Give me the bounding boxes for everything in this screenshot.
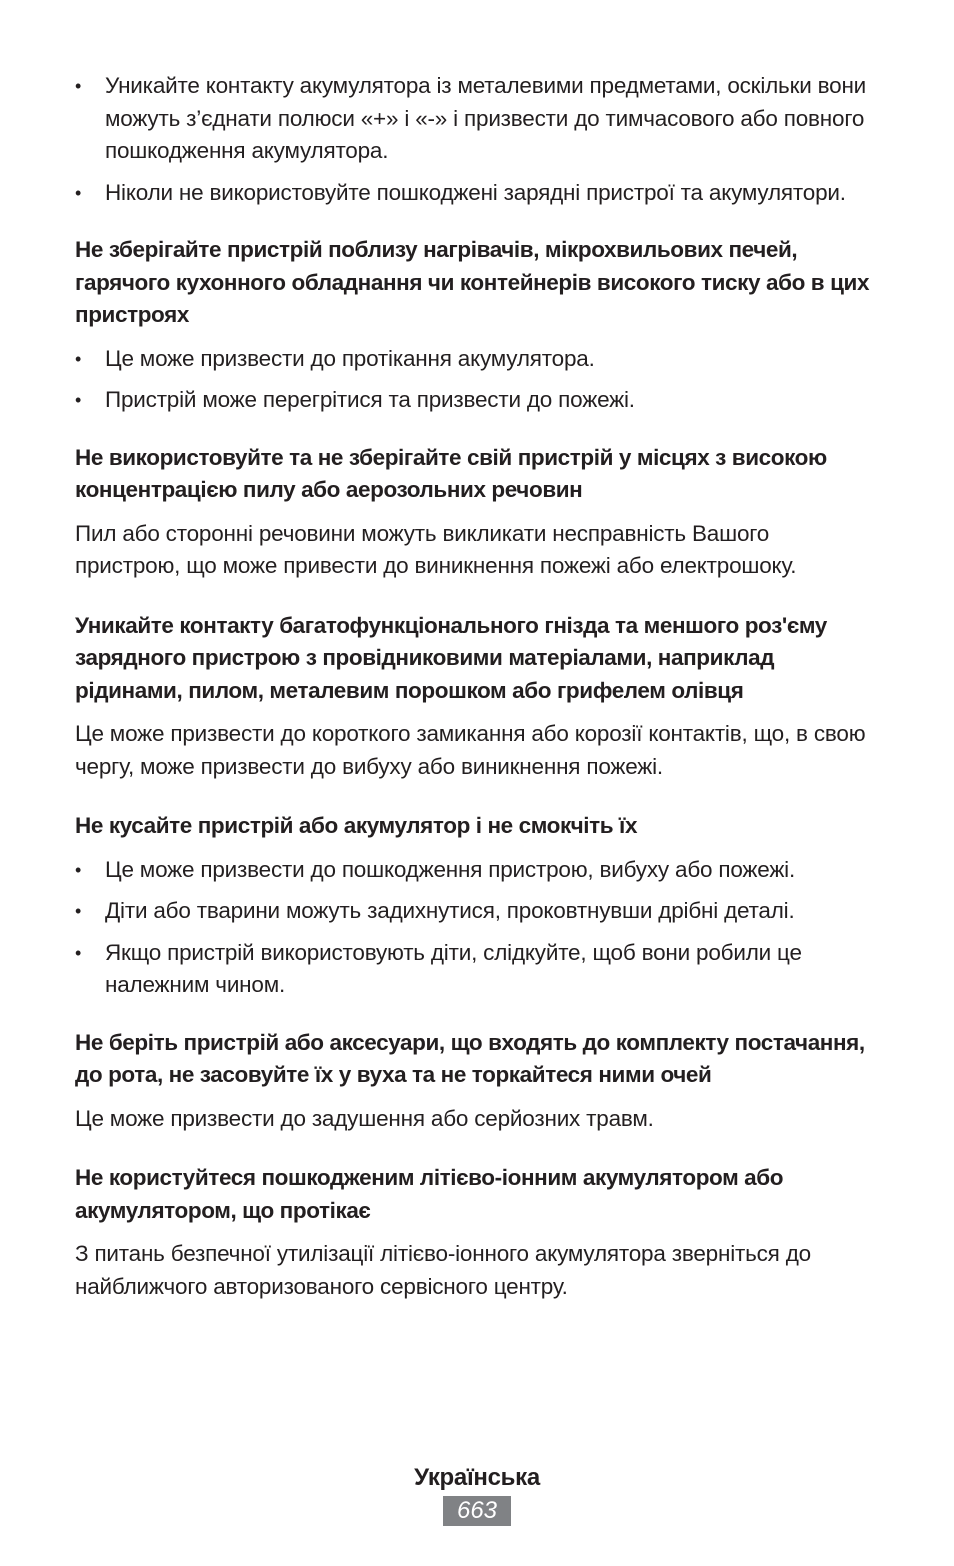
list-item: • Пристрій може перегрітися та призвести до пожежі. <box>75 384 875 417</box>
section-heading-heaters: Не зберігайте пристрій поблизу нагрівачів, мікрохвильових печей, гарячого кухонного обладнання чи контейнерів високого тиску або в цих пристроях <box>75 237 870 327</box>
section-heading-mouth: Не беріть пристрій або аксесуари, що входять до комплекту постачання, до рота, не засовуйте їх у вуха та не торкайтеся ними очей <box>75 1029 865 1087</box>
list-item: • Це може призвести до пошкодження пристрою, вибуху або пожежі. <box>75 854 875 887</box>
bullet-icon: • <box>75 942 82 963</box>
page-footer <box>0 1462 954 1526</box>
list-item: • Якщо пристрій використовують діти, слідкуйте, щоб вони робили це належним чином. <box>75 937 875 1002</box>
bullet-icon: • <box>75 859 82 880</box>
section-text-mouth: Це може призвести до задушення або серйозних травм. <box>75 1105 654 1131</box>
page-number: 663 <box>443 1496 511 1526</box>
bite-bullet-list <box>75 854 875 1002</box>
section-heading-bite: Не кусайте пристрій або акумулятор і не смокчіть їх <box>75 813 638 838</box>
list-item: • Діти або тварини можуть задихнутися, проковтнувши дрібні деталі. <box>75 895 875 928</box>
section-text-damaged-battery: З питань безпечної утилізації літієво-іонного акумулятора зверніться до найближчого авторизованого сервісного центру. <box>75 1241 811 1299</box>
section-heading-multipurpose-jack: Уникайте контакту багатофункціонального гнізда та меншого роз'єму зарядного пристрою з провідниковими матеріалами, наприклад рідинами, пилом, металевим порошком або грифелем олівця <box>75 612 827 703</box>
bullet-icon: • <box>75 182 82 203</box>
intro-bullet-list <box>75 70 875 209</box>
bullet-icon: • <box>75 390 82 410</box>
footer-language: Українська <box>414 1464 540 1491</box>
list-item: • Уникайте контакту акумулятора із металевими предметами, оскільки вони можуть з’єднати полюси «+» і «-» і призвести до тимчасового або повного пошкодження акумулятора. <box>75 70 875 168</box>
list-item: • Це може призвести до протікання акумулятора. <box>75 343 875 376</box>
bullet-icon: • <box>75 76 82 96</box>
section-text-multipurpose-jack: Це може призвести до короткого замикання або корозії контактів, що, в свою чергу, може призвести до вибуху або виникнення пожежі. <box>75 721 866 779</box>
bullet-icon: • <box>75 901 82 921</box>
heaters-bullet-list <box>75 343 875 417</box>
list-item: • Ніколи не використовуйте пошкоджені зарядні пристрої та акумулятори. <box>75 177 875 210</box>
document-body <box>75 70 875 1303</box>
bullet-icon: • <box>75 348 82 369</box>
section-text-dust: Пил або сторонні речовини можуть викликати несправність Вашого пристрою, що може привести до виникнення пожежі або електрошоку. <box>75 520 797 578</box>
section-heading-damaged-battery: Не користуйтеся пошкодженим літієво-іонним акумулятором або акумулятором, що протікає <box>75 1165 784 1223</box>
section-heading-dust: Не використовуйте та не зберігайте свій пристрій у місцях з високою концентрацією пилу або аерозольних речовин <box>75 444 827 502</box>
